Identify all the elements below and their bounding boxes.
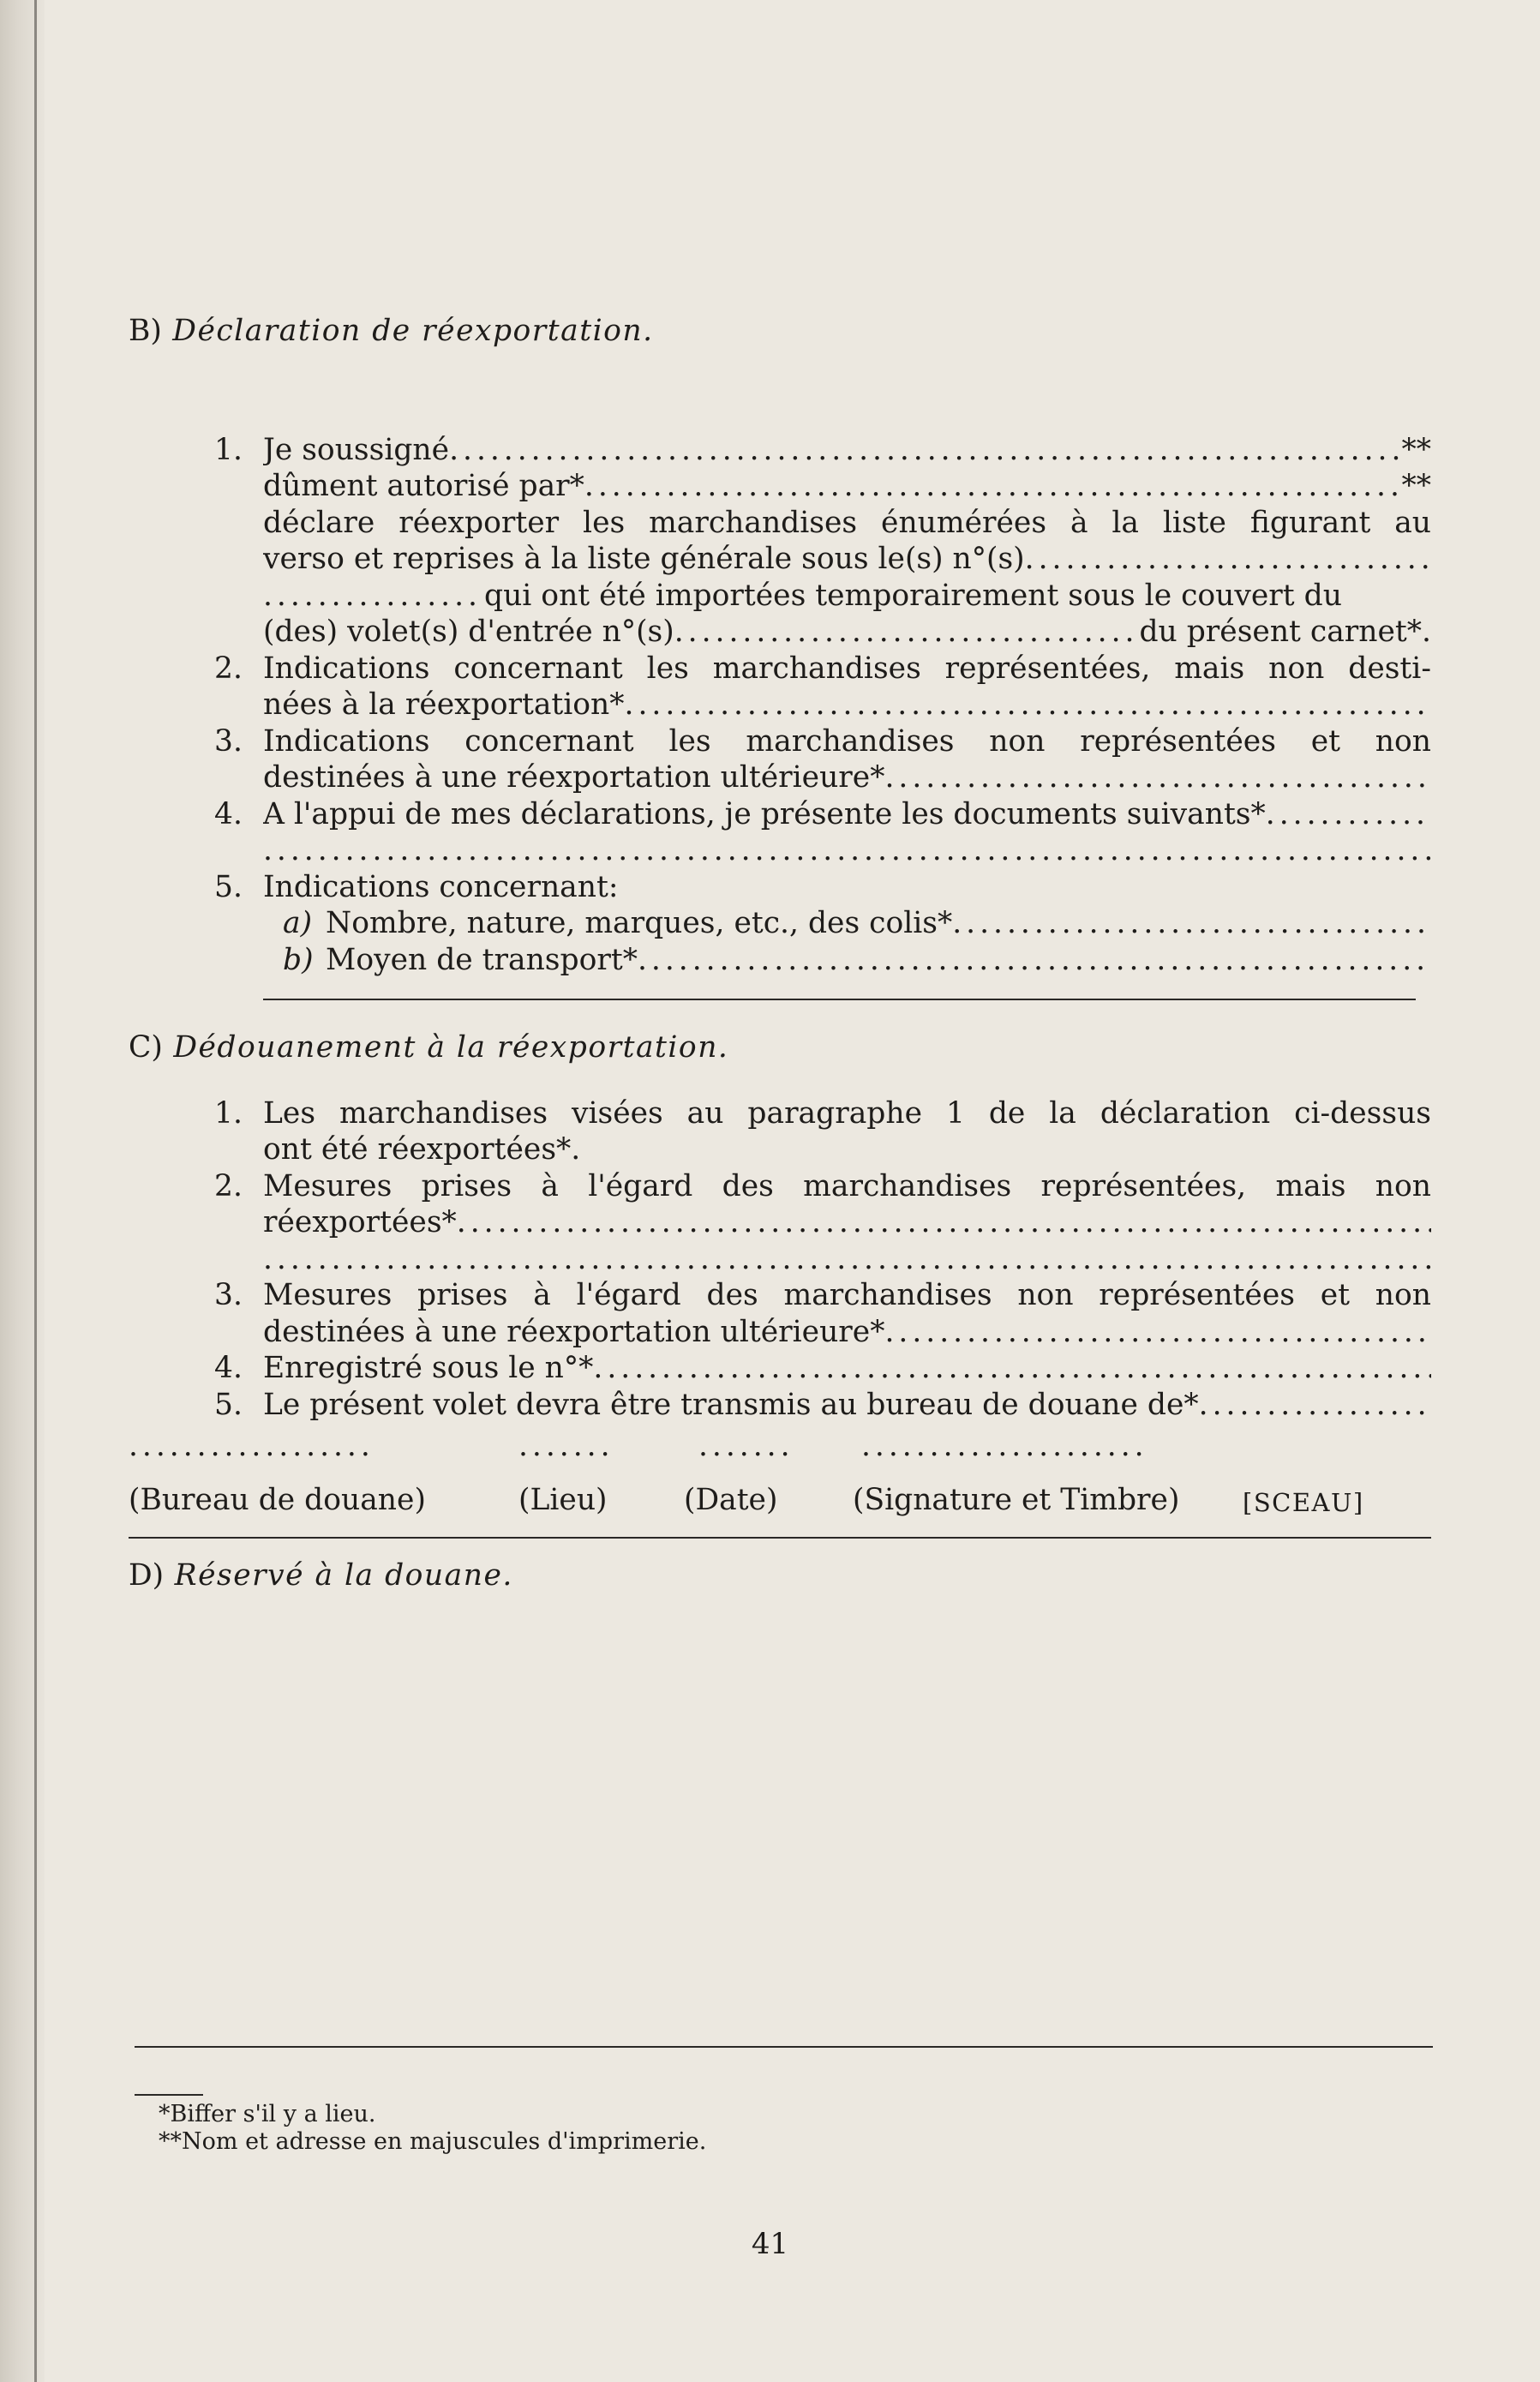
item-number: 4. — [214, 796, 243, 831]
later-reexport-line — [263, 1314, 1431, 1351]
authorized-by-label: dûment autorisé par* — [263, 469, 584, 503]
measures-label: réexportées* — [263, 1205, 457, 1239]
footnote-marker: ** — [1401, 469, 1431, 503]
section-divider — [129, 1537, 1431, 1539]
not-reexported-field[interactable] — [625, 687, 1431, 723]
section-c-title: Dédouanement à la réexportation. — [173, 1030, 729, 1065]
lieu-label: (Lieu) — [518, 1482, 608, 1517]
item-number: 2. — [214, 651, 243, 686]
customs-area-bottom-rule — [135, 2046, 1433, 2048]
bureau-field[interactable]: . . . . . . . . . . . . . . . . . . — [129, 1429, 368, 1463]
section-c-item-5 — [129, 1387, 1431, 1424]
section-b-heading — [129, 313, 1431, 350]
undersigned-label: Je soussigné — [263, 432, 450, 467]
later-reexport-line — [263, 759, 1431, 796]
item-number: 5. — [214, 869, 243, 904]
section-b-item-5b — [129, 942, 1431, 979]
section-c-letter: C) — [129, 1030, 163, 1065]
section-c-item-2 — [129, 1168, 1431, 1278]
date-field[interactable]: . . . . . . . — [698, 1429, 788, 1463]
general-list-number-field[interactable] — [1025, 541, 1431, 578]
forward-to-line — [263, 1387, 1431, 1424]
item-text-line: Indications concernant: — [263, 869, 619, 904]
item-text-line: Mesures prises à l'égard des marchandises non représentées et non — [263, 1278, 1431, 1312]
page-number: 41 — [751, 2227, 789, 2261]
section-d-letter: D) — [129, 1557, 165, 1593]
item-text-line: Mesures prises à l'égard des marchandises représentées, mais non — [263, 1168, 1431, 1203]
item-text-line: ont été réexportées*. — [263, 1132, 581, 1167]
section-b-letter: B) — [129, 314, 162, 348]
footnote-1: *Biffer s'il y a lieu. — [159, 2101, 376, 2127]
not-reexported-line — [263, 687, 1431, 723]
entry-voucher-suffix: du présent carnet*. — [1139, 615, 1431, 649]
transport-field[interactable] — [638, 942, 1431, 979]
authorized-by-field[interactable] — [584, 468, 1400, 505]
measures-field-cont[interactable] — [263, 1241, 1431, 1278]
undersigned-field[interactable] — [449, 432, 1399, 469]
temporary-import-label: qui ont été importées temporairement sous le couvert du — [484, 578, 1342, 613]
documents-field-cont[interactable] — [263, 832, 1431, 869]
documents-line — [263, 796, 1431, 833]
item-text-line: Indications concernant les marchandises non représentées et non — [263, 723, 1431, 759]
signature-labels — [129, 1482, 1431, 1520]
item-number: 1. — [214, 432, 243, 467]
item-number: 5. — [214, 1387, 243, 1422]
footnote-rule — [135, 2094, 203, 2096]
measures-field[interactable] — [457, 1204, 1431, 1241]
footnote-marker: ** — [1401, 432, 1431, 467]
packages-label: Nombre, nature, marques, etc., des colis* — [326, 906, 953, 940]
section-c-heading — [129, 1029, 1431, 1066]
general-list-line — [263, 541, 1431, 578]
section-d-heading — [129, 1557, 1431, 1594]
packages-line — [326, 905, 1431, 942]
item-number: 2. — [214, 1168, 243, 1203]
sub-item-letter: b) — [283, 942, 314, 977]
section-b-item-5a — [129, 905, 1431, 942]
section-b-item-1 — [129, 432, 1431, 651]
general-list-label: verso et reprises à la liste générale sous le(s) n°(s) — [263, 542, 1025, 576]
transport-line — [326, 942, 1431, 979]
entry-voucher-label: (des) volet(s) d'entrée n°(s) — [263, 615, 674, 649]
declaration-text-line: déclare réexporter les marchandises énumérées à la liste figurant au — [263, 505, 1431, 540]
documents-field[interactable] — [1266, 796, 1431, 833]
registered-number-field[interactable] — [593, 1350, 1431, 1387]
later-reexport-field[interactable] — [884, 759, 1431, 796]
bureau-label: (Bureau de douane) — [129, 1482, 426, 1517]
documents-label: A l'appui de mes déclarations, je présente les documents suivants* — [263, 796, 1266, 831]
general-list-number-field-cont[interactable] — [263, 578, 484, 615]
undersigned-line — [263, 432, 1431, 469]
transport-label: Moyen de transport* — [326, 942, 638, 977]
section-d-title: Réservé à la douane. — [174, 1557, 513, 1593]
item-text-line: Indications concernant les marchandises représentées, mais non desti- — [263, 651, 1431, 686]
section-b-item-3 — [129, 723, 1431, 796]
registered-label: Enregistré sous le n°* — [263, 1351, 594, 1385]
temporary-import-line — [263, 578, 1431, 615]
section-c-item-3 — [129, 1277, 1431, 1350]
signature-label: (Signature et Timbre) — [853, 1482, 1180, 1517]
item-number: 1. — [214, 1095, 243, 1131]
forward-to-label: Le présent volet devra être transmis au bureau de douane de* — [263, 1387, 1199, 1422]
measures-line — [263, 1204, 1431, 1241]
section-c-item-4 — [129, 1350, 1431, 1387]
item-number: 3. — [214, 1278, 243, 1312]
section-b-item-2 — [129, 651, 1431, 723]
signature-fields — [129, 1428, 1431, 1465]
documents-line-2 — [263, 832, 1431, 869]
item-text-line: Les marchandises visées au paragraphe 1 de la déclaration ci-dessus — [263, 1095, 1431, 1131]
entry-voucher-line — [263, 614, 1431, 651]
not-reexported-label: nées à la réexportation* — [263, 687, 625, 722]
later-reexport-field[interactable] — [884, 1314, 1431, 1351]
date-label: (Date) — [684, 1482, 778, 1517]
registered-line — [263, 1350, 1431, 1387]
entry-voucher-number-field[interactable] — [674, 614, 1138, 651]
form-page — [129, 313, 1431, 1593]
lieu-field[interactable]: . . . . . . . — [518, 1429, 608, 1463]
measures-line-2 — [263, 1241, 1431, 1278]
section-b-title: Déclaration de réexportation. — [172, 314, 654, 348]
section-b-item-4 — [129, 796, 1431, 869]
section-divider — [263, 999, 1416, 1000]
signature-field[interactable]: . . . . . . . . . . . . . . . . . . . . . — [861, 1429, 1142, 1463]
item-number: 3. — [214, 723, 243, 759]
later-reexport-label: destinées à une réexportation ultérieure* — [263, 1314, 885, 1349]
sub-item-letter: a) — [283, 906, 313, 940]
footnote-2: **Nom et adresse en majuscules d'imprimerie. — [159, 2128, 707, 2155]
item-number: 4. — [214, 1351, 243, 1385]
seal-label: [SCEAU] — [1243, 1487, 1364, 1517]
section-b-item-5 — [129, 869, 1431, 906]
footnotes — [159, 2101, 706, 2156]
forward-to-office-field[interactable] — [1199, 1387, 1431, 1424]
section-c-item-1 — [129, 1095, 1431, 1168]
authorized-by-line — [263, 468, 1431, 505]
packages-field[interactable] — [952, 905, 1431, 942]
binding-line — [34, 0, 37, 2382]
later-reexport-label: destinées à une réexportation ultérieure* — [263, 760, 885, 795]
binding-edge — [0, 0, 45, 2382]
